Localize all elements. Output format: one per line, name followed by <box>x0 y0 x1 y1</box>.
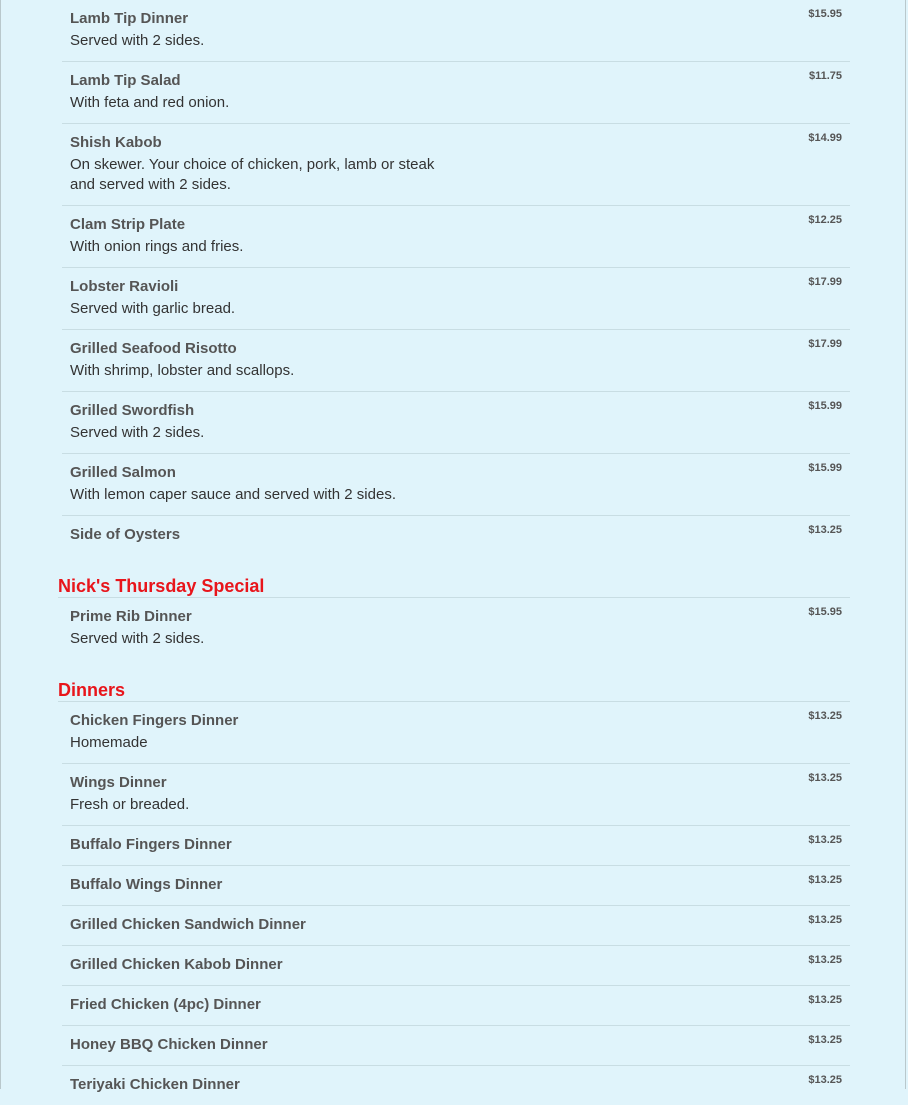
item-price: $13.25 <box>808 524 842 536</box>
item-price: $13.25 <box>808 874 842 886</box>
item-price: $15.95 <box>808 8 842 20</box>
menu-item[interactable] <box>62 598 850 659</box>
item-name: Grilled Seafood Risotto <box>70 340 237 357</box>
item-price: $13.25 <box>808 954 842 966</box>
menu-item[interactable] <box>62 986 850 1026</box>
menu-item[interactable] <box>62 206 850 268</box>
item-name: Lamb Tip Salad <box>70 72 181 89</box>
item-price: $13.25 <box>808 772 842 784</box>
item-price: $13.25 <box>808 1034 842 1046</box>
menu-item[interactable] <box>62 268 850 330</box>
item-name: Clam Strip Plate <box>70 216 186 233</box>
item-price: $17.99 <box>808 276 842 288</box>
item-name: Side of Oysters <box>70 526 181 543</box>
item-name: Lamb Tip Dinner <box>70 10 189 27</box>
menu-item[interactable] <box>62 1026 850 1066</box>
item-price: $15.99 <box>808 462 842 474</box>
item-description: Served with 2 sides. <box>70 32 205 49</box>
item-price: $15.99 <box>808 400 842 412</box>
section-title: Dinners <box>58 679 850 702</box>
item-description: With shrimp, lobster and scallops. <box>70 362 295 379</box>
item-price: $13.25 <box>808 1074 842 1086</box>
item-price: $13.25 <box>808 914 842 926</box>
menu-item[interactable] <box>62 330 850 392</box>
menu-item[interactable] <box>62 454 850 516</box>
item-price: $12.25 <box>808 214 842 226</box>
item-description: With feta and red onion. <box>70 94 230 111</box>
item-price: $17.99 <box>808 338 842 350</box>
menu <box>58 0 850 1105</box>
item-price: $15.95 <box>808 606 842 618</box>
menu-item[interactable] <box>62 906 850 946</box>
item-price: $13.25 <box>808 834 842 846</box>
menu-item[interactable] <box>62 516 850 555</box>
menu-item[interactable] <box>62 826 850 866</box>
item-description: Served with garlic bread. <box>70 300 236 317</box>
item-name: Shish Kabob <box>70 134 162 151</box>
menu-section-seafood <box>58 0 850 555</box>
item-price: $13.25 <box>808 710 842 722</box>
menu-item[interactable] <box>62 764 850 826</box>
item-name: Prime Rib Dinner <box>70 608 192 625</box>
item-name: Buffalo Fingers Dinner <box>70 836 232 853</box>
menu-item[interactable] <box>62 946 850 986</box>
menu-item[interactable] <box>62 702 850 764</box>
item-price: $14.99 <box>808 132 842 144</box>
menu-item[interactable] <box>62 0 850 62</box>
item-name: Grilled Chicken Kabob Dinner <box>70 956 283 973</box>
menu-item[interactable] <box>62 392 850 454</box>
item-name: Fried Chicken (4pc) Dinner <box>70 996 261 1013</box>
item-name: Buffalo Wings Dinner <box>70 876 223 893</box>
menu-items <box>62 0 850 555</box>
section-spacer <box>58 555 850 575</box>
item-name: Grilled Swordfish <box>70 402 195 419</box>
menu-item[interactable] <box>62 62 850 124</box>
item-name: Lobster Ravioli <box>70 278 179 295</box>
item-name: Chicken Fingers Dinner <box>70 712 239 729</box>
menu-item[interactable] <box>62 124 850 206</box>
item-name: Honey BBQ Chicken Dinner <box>70 1036 268 1053</box>
item-name: Teriyaki Chicken Dinner <box>70 1076 240 1093</box>
item-description: Served with 2 sides. <box>70 630 205 647</box>
menu-items <box>62 702 850 1105</box>
item-description: Served with 2 sides. <box>70 424 205 441</box>
item-description: With onion rings and fries. <box>70 238 244 255</box>
menu-item[interactable] <box>62 866 850 906</box>
item-description: Homemade <box>70 734 148 751</box>
item-description: Fresh or breaded. <box>70 796 190 813</box>
menu-section-thursday-special <box>58 575 850 659</box>
item-name: Wings Dinner <box>70 774 167 791</box>
section-title: Nick's Thursday Special <box>58 575 850 598</box>
item-price: $11.75 <box>808 70 842 82</box>
item-description: On skewer. Your choice of chicken, pork, lamb or steak and served with 2 sides. <box>70 156 435 193</box>
menu-items <box>62 598 850 659</box>
item-price: $13.25 <box>808 994 842 1006</box>
section-spacer <box>58 659 850 679</box>
item-description: With lemon caper sauce and served with 2 sides. <box>70 486 396 503</box>
item-name: Grilled Salmon <box>70 464 176 481</box>
item-name: Grilled Chicken Sandwich Dinner <box>70 916 306 933</box>
menu-section-dinners <box>58 679 850 1105</box>
